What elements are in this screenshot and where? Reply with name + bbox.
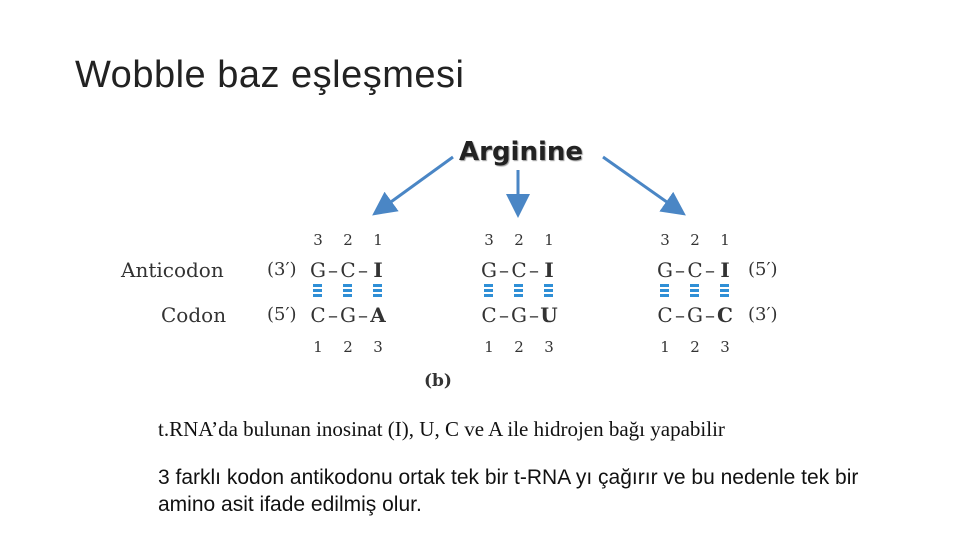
hydrogen-bond	[514, 284, 523, 298]
bond-dash: –	[499, 303, 509, 327]
anticodon-base: G	[657, 258, 673, 282]
bond-dash: –	[358, 303, 368, 327]
anticodon-label: Anticodon	[121, 258, 224, 282]
position-number: 1	[313, 338, 323, 356]
codon-label: Codon	[161, 303, 227, 327]
bond-dash: –	[529, 258, 539, 282]
codon-base: G	[687, 303, 703, 327]
position-number: 1	[544, 231, 554, 249]
position-number: 1	[720, 231, 730, 249]
codon-base: C	[481, 303, 497, 327]
panel-label: (b)	[424, 371, 452, 391]
codon-base: C	[657, 303, 673, 327]
position-number: 2	[514, 231, 524, 249]
codon-5prime: (5′)	[267, 304, 297, 325]
hydrogen-bond	[313, 284, 322, 298]
codon-base-wobble: A	[370, 303, 386, 327]
arrow-right	[603, 157, 681, 212]
anticodon-base: G	[310, 258, 326, 282]
position-number: 3	[660, 231, 670, 249]
anticodon-base: G	[481, 258, 497, 282]
anticodon-base-wobble: I	[373, 258, 383, 282]
bond-dash: –	[675, 303, 685, 327]
position-number: 3	[544, 338, 554, 356]
position-number: 3	[313, 231, 323, 249]
codon-base: C	[310, 303, 326, 327]
statement-text: t.RNA’da bulunan inosinat (I), U, C ve A ile hidrojen bağı yapabilir	[158, 417, 725, 441]
bond-dash: –	[328, 258, 338, 282]
hydrogen-bond	[660, 284, 669, 298]
position-number: 3	[720, 338, 730, 356]
hydrogen-bond	[720, 284, 729, 298]
anticodon-5prime: (5′)	[748, 259, 778, 280]
bond-dash: –	[328, 303, 338, 327]
slide-title: Wobble baz eşleşmesi	[75, 54, 465, 96]
bond-dash: –	[705, 258, 715, 282]
position-number: 1	[373, 231, 383, 249]
hydrogen-bond	[343, 284, 352, 298]
hydrogen-bond	[690, 284, 699, 298]
codon-3prime: (3′)	[748, 304, 778, 325]
position-number: 3	[484, 231, 494, 249]
position-number: 3	[373, 338, 383, 356]
anticodon-base: C	[511, 258, 527, 282]
bond-dash: –	[499, 258, 509, 282]
bond-dash: –	[358, 258, 368, 282]
position-number: 2	[514, 338, 524, 356]
hydrogen-bond	[544, 284, 553, 298]
bond-dash: –	[529, 303, 539, 327]
codon-base: G	[511, 303, 527, 327]
position-number: 1	[484, 338, 494, 356]
note-text: 3 farklı kodon antikodonu ortak tek bir t-RNA yı çağırır ve bu nedenle tek bir amino asit ifade edilmiş olur.	[158, 466, 859, 516]
anticodon-base: C	[687, 258, 703, 282]
bond-dash: –	[675, 258, 685, 282]
hydrogen-bond	[484, 284, 493, 298]
codon-base-wobble: C	[717, 303, 733, 327]
bond-dash: –	[705, 303, 715, 327]
anticodon-base-wobble: I	[720, 258, 730, 282]
anticodon-base: C	[340, 258, 356, 282]
codon-base: G	[340, 303, 356, 327]
anticodon-base-wobble: I	[544, 258, 554, 282]
arrow-left	[377, 157, 453, 212]
anticodon-3prime: (3′)	[267, 259, 297, 280]
hydrogen-bond	[373, 284, 382, 298]
position-number: 2	[690, 231, 700, 249]
position-number: 2	[343, 338, 353, 356]
codon-base-wobble: U	[540, 303, 558, 327]
position-number: 2	[343, 231, 353, 249]
amino-acid-label: Arginine	[459, 137, 584, 167]
position-number: 1	[660, 338, 670, 356]
position-number: 2	[690, 338, 700, 356]
